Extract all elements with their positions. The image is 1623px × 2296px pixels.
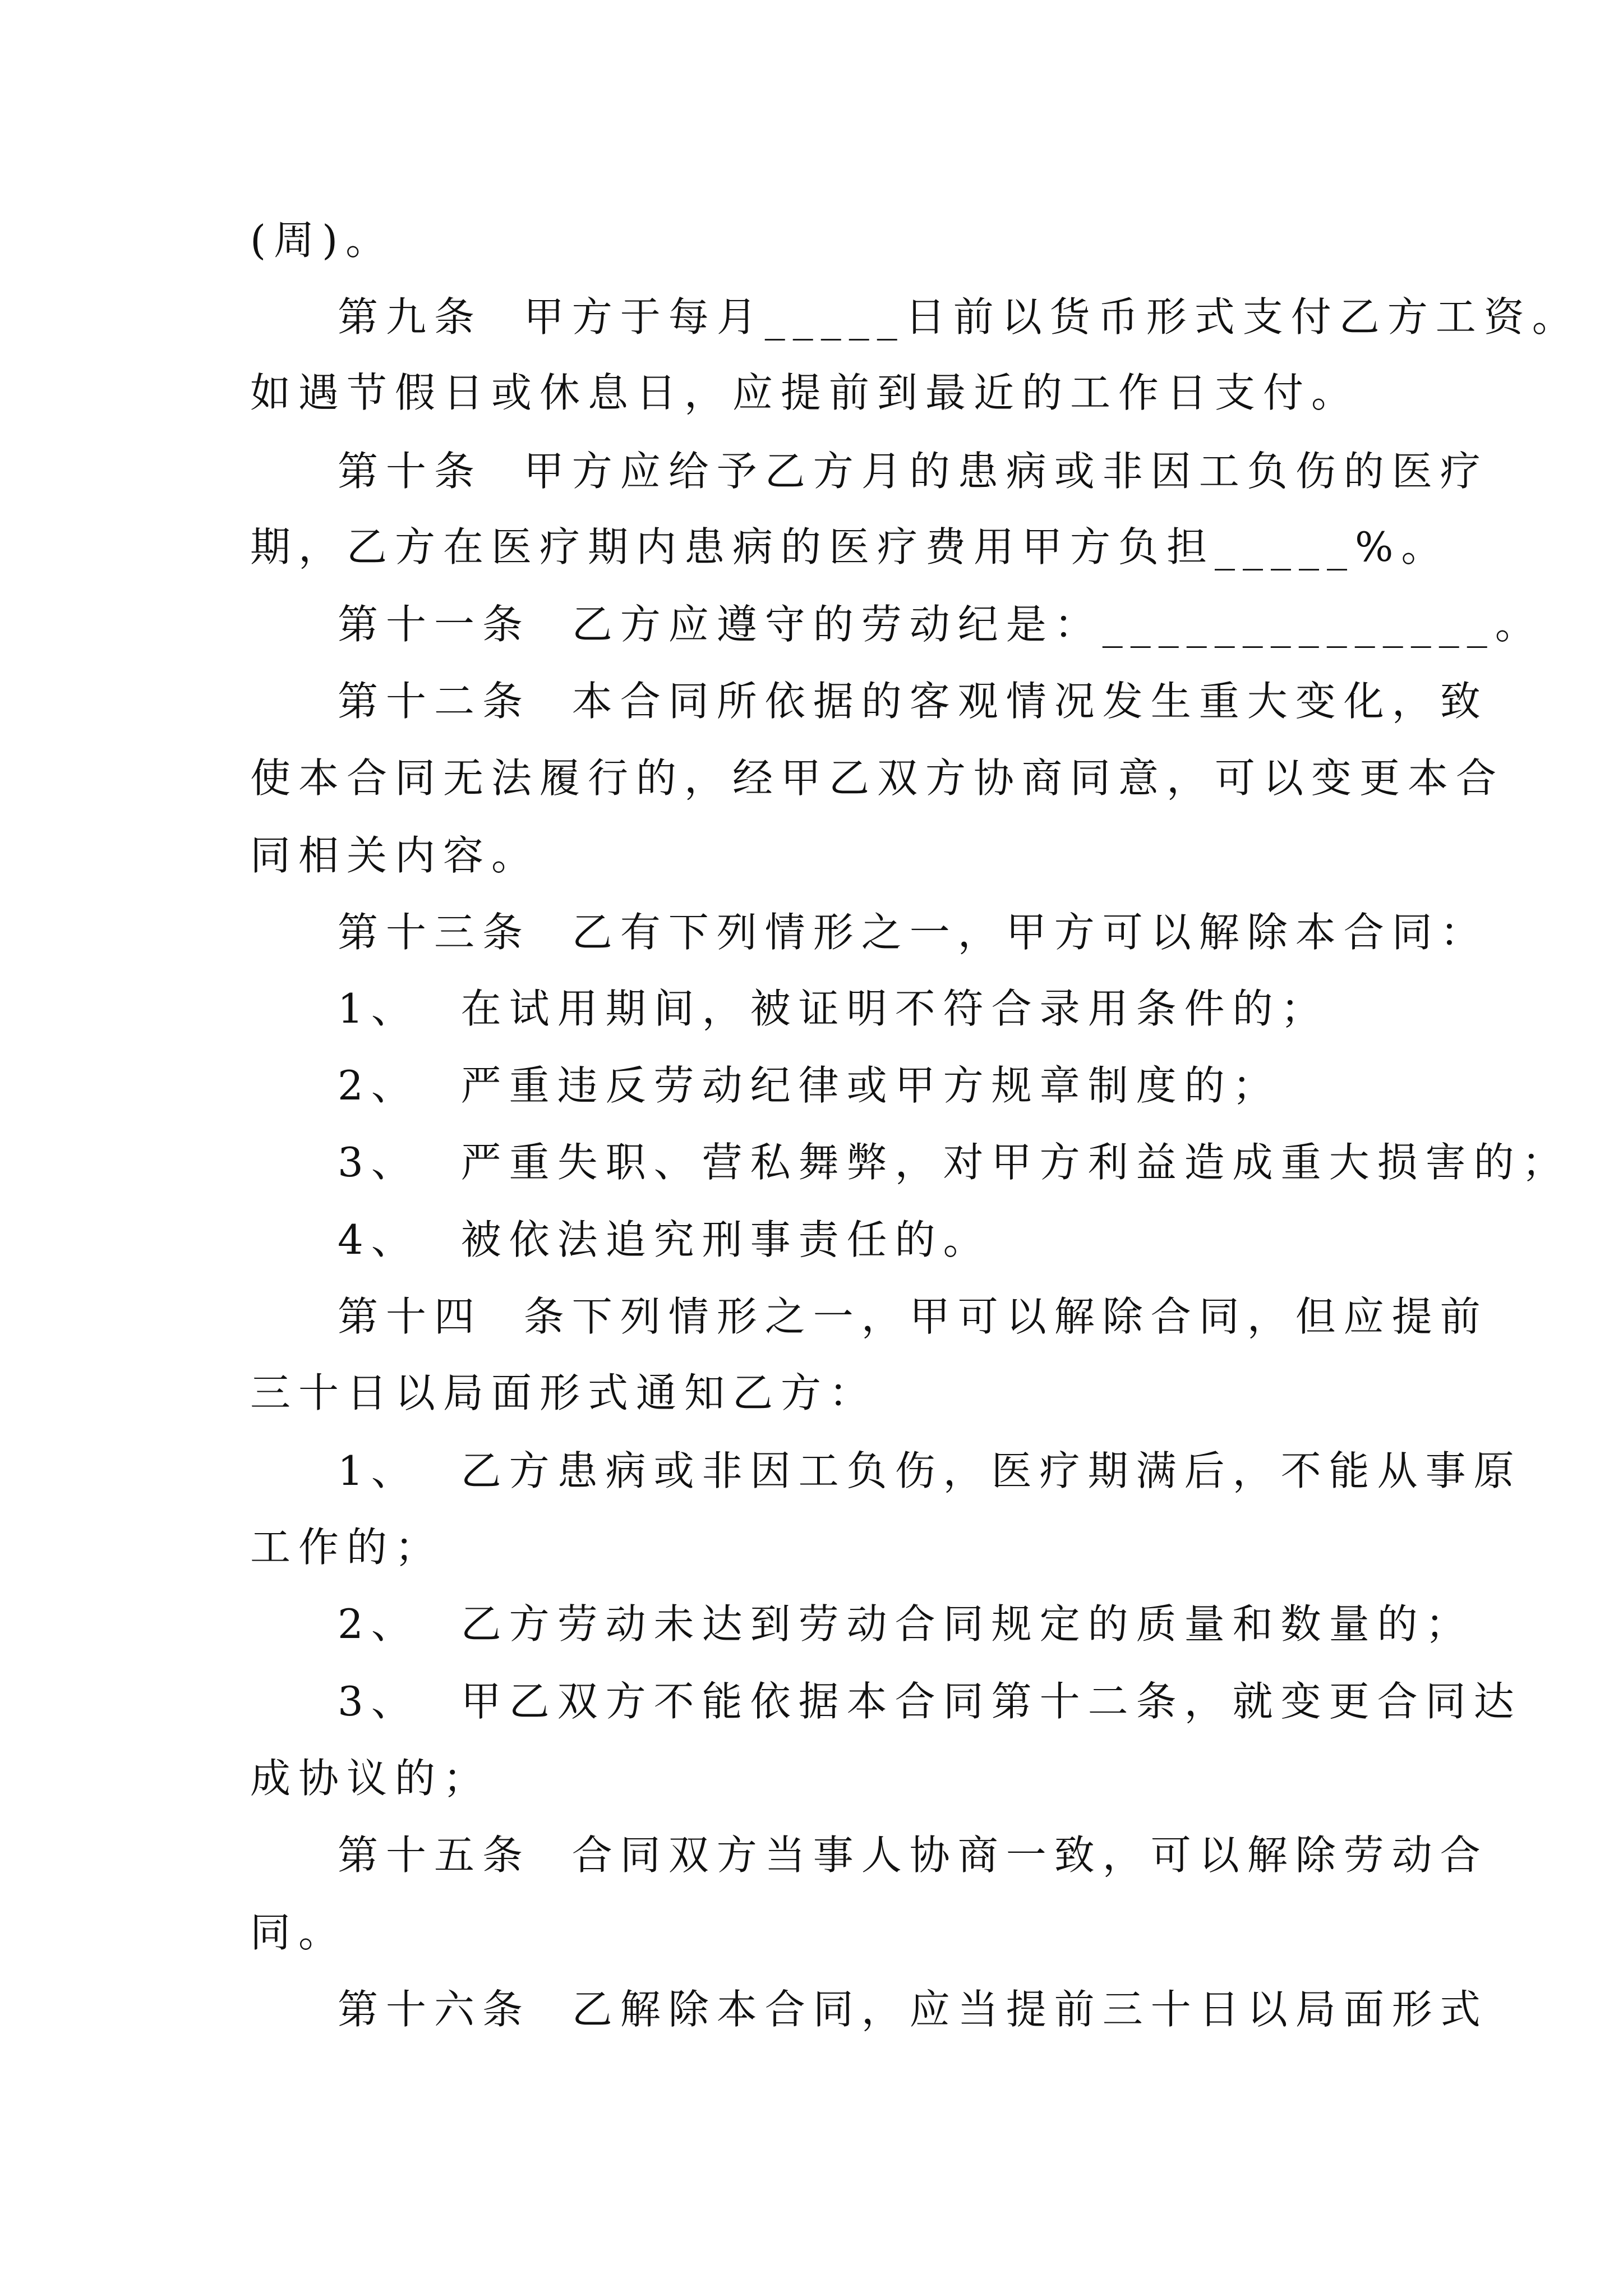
paragraph-line: 第九条 甲方于每月_____日前以货币形式支付乙方工资。 <box>338 293 1580 341</box>
paragraph-line: 第十三条 乙有下列情形之一，甲方可以解除本合同： <box>338 909 1488 956</box>
list-item: 2、 严重违反劳动纪律或甲方规章制度的； <box>338 1062 1281 1109</box>
paragraph-line: 同。 <box>250 1909 347 1956</box>
list-item: 1、 乙方患病或非因工负伤，医疗期满后，不能从事原 <box>338 1447 1522 1494</box>
paragraph-line: 如遇节假日或休息日，应提前到最近的工作日支付。 <box>250 369 1360 416</box>
list-item: 1、 在试用期间，被证明不符合录用条件的； <box>338 985 1329 1032</box>
paragraph-line: 工作的； <box>250 1524 444 1571</box>
paragraph-line: 第十六条 乙解除本合同，应当提前三十日以局面形式 <box>338 1986 1488 2033</box>
paragraph-line: 三十日以局面形式通知乙方： <box>250 1369 878 1416</box>
paragraph-line: 第十四 条下列情形之一，甲可以解除合同，但应提前 <box>338 1293 1488 1340</box>
paragraph-line: (周)。 <box>250 217 394 264</box>
list-item: 3、 严重失职、营私舞弊，对甲方利益造成重大损害的； <box>338 1139 1570 1186</box>
paragraph-line: 第十一条 乙方应遵守的劳动纪是：______________。 <box>338 601 1543 648</box>
list-item: 2、 乙方劳动未达到劳动合同规定的质量和数量的； <box>338 1600 1474 1648</box>
paragraph-line: 成协议的； <box>250 1755 492 1802</box>
list-item: 3、 甲乙双方不能依据本合同第十二条，就变更合同达 <box>338 1678 1522 1725</box>
paragraph-line: 使本合同无法履行的，经甲乙双方协商同意，可以变更本合 <box>250 754 1505 802</box>
paragraph-line: 第十条 甲方应给予乙方月的患病或非因工负伤的医疗 <box>338 448 1488 495</box>
paragraph-line: 同相关内容。 <box>250 832 540 879</box>
paragraph-line: 第十五条 合同双方当事人协商一致，可以解除劳动合 <box>338 1832 1488 1879</box>
paragraph-line: 期，乙方在医疗期内患病的医疗费用甲方负担_____%。 <box>250 523 1450 570</box>
list-item: 4、 被依法追究刑事责任的。 <box>338 1216 992 1263</box>
paragraph-line: 第十二条 本合同所依据的客观情况发生重大变化，致 <box>338 678 1488 725</box>
